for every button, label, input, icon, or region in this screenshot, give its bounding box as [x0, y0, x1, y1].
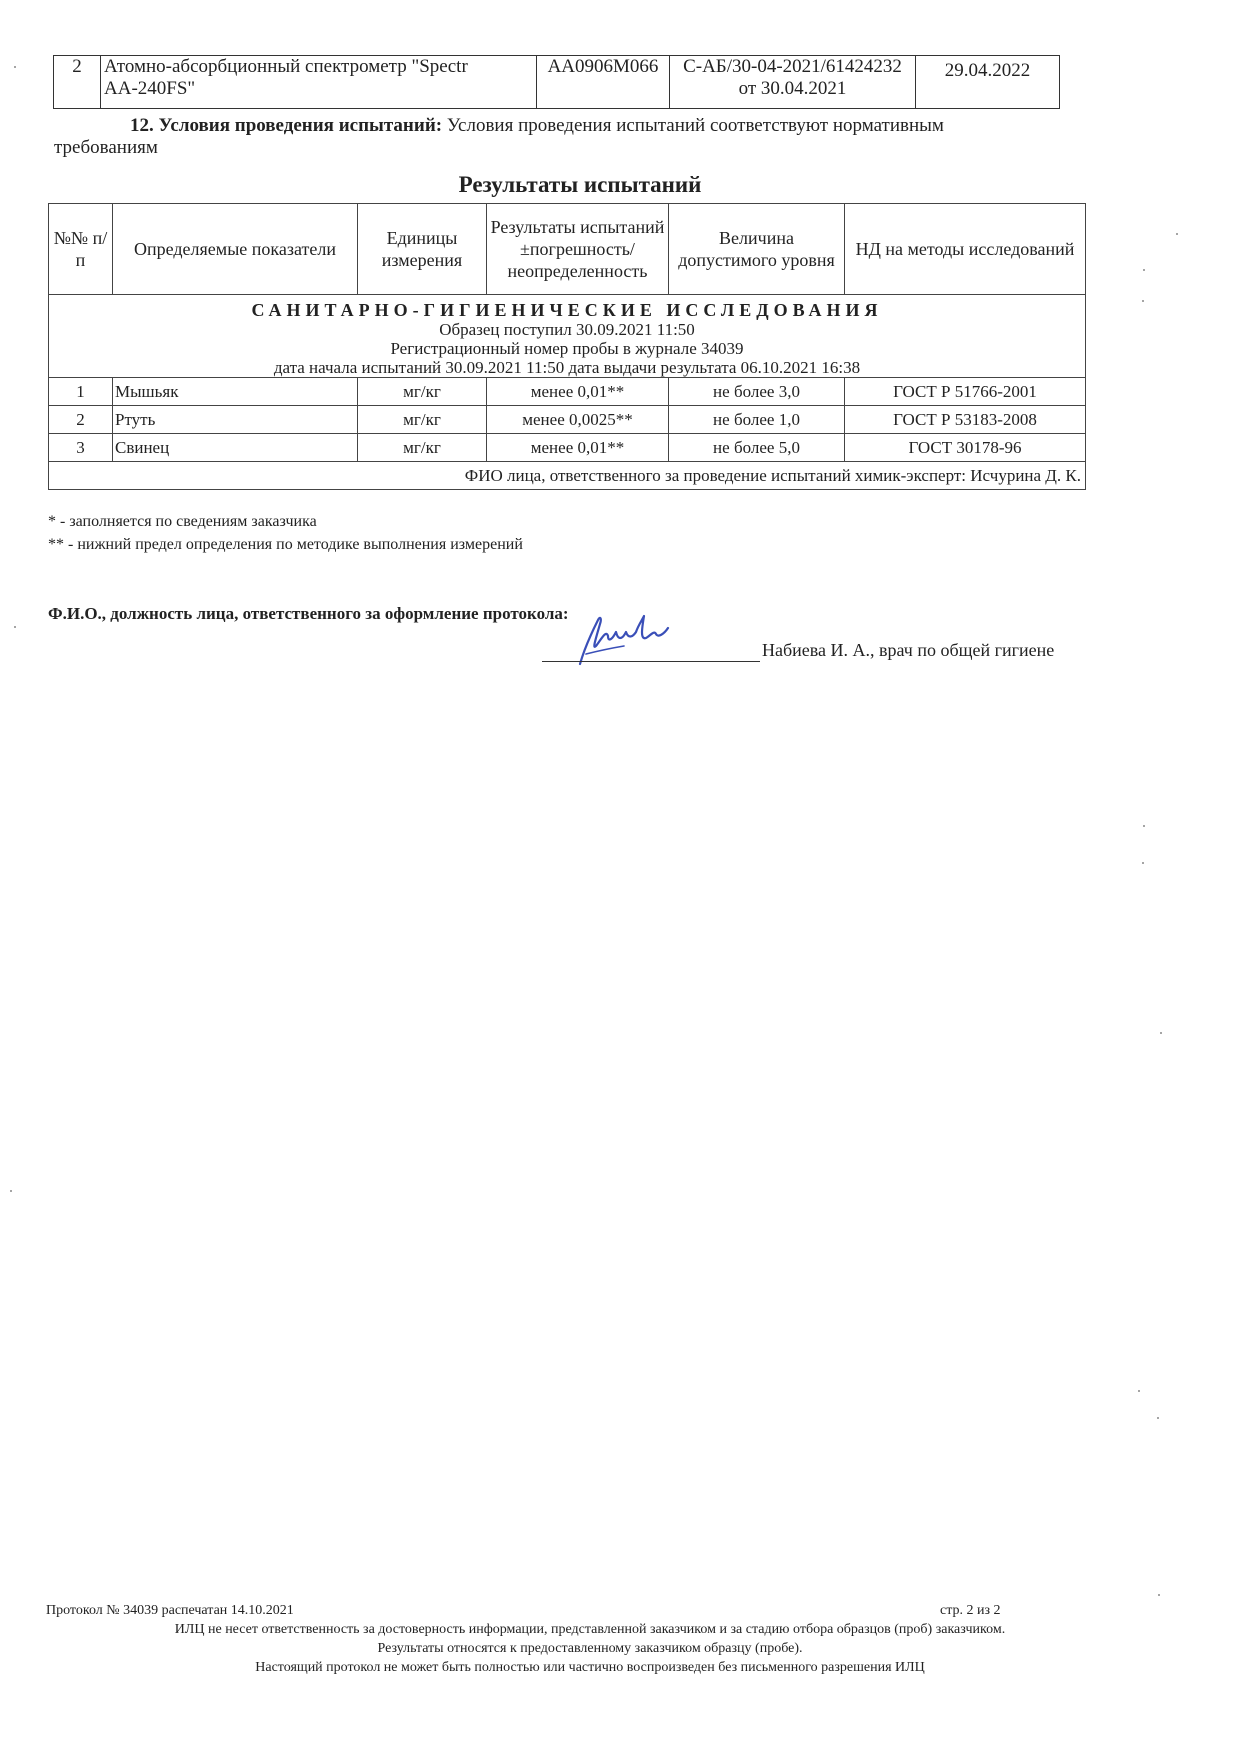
row-indicator: Ртуть — [113, 406, 358, 434]
row-unit: мг/кг — [358, 378, 487, 406]
scan-speck — [14, 626, 16, 628]
row-method: ГОСТ Р 53183-2008 — [845, 406, 1086, 434]
protocol-signer-label: Ф.И.О., должность лица, ответственного за оформление протокола: — [48, 604, 569, 623]
equipment-name: Атомно-абсорбционный спектрометр "Spectr AA-240FS" — [101, 56, 537, 109]
table-row — [49, 434, 1086, 462]
test-conditions-text-2: требованиям — [54, 137, 158, 158]
header-num: №№ п/п — [49, 204, 113, 295]
header-method: НД на методы исследований — [845, 204, 1086, 295]
footnote-1: * - заполняется по сведениям заказчика — [48, 513, 317, 530]
results-header-row — [49, 204, 1086, 295]
row-unit: мг/кг — [358, 434, 487, 462]
scan-speck — [1160, 1032, 1162, 1034]
scan-speck — [1143, 825, 1145, 827]
footer-disclaimer-3: Настоящий протокол не может быть полностью или частично воспроизведен без письменного разрешения ИЛЦ — [255, 1660, 925, 1675]
scan-speck — [1143, 269, 1145, 271]
responsible-person: ФИО лица, ответственного за проведение испытаний химик-эксперт: Исчурина Д. К. — [49, 462, 1086, 490]
row-allowed: не более 1,0 — [669, 406, 845, 434]
test-conditions-text: Условия проведения испытаний соответствуют нормативным — [442, 115, 944, 136]
row-allowed: не более 5,0 — [669, 434, 845, 462]
equipment-num: 2 — [54, 56, 101, 109]
footnotes — [48, 510, 523, 556]
responsible-row — [49, 462, 1086, 490]
footnote-2: ** - нижний предел определения по методике выполнения измерений — [48, 536, 523, 553]
row-result: менее 0,01** — [487, 434, 669, 462]
row-num: 1 — [49, 378, 113, 406]
test-conditions-label: 12. Условия проведения испытаний: — [130, 115, 443, 136]
equipment-row — [54, 56, 1060, 109]
results-title: Результаты испытаний — [458, 172, 702, 197]
registration-number: Регистрационный номер пробы в журнале 34039 — [390, 339, 744, 358]
scan-speck — [1142, 862, 1144, 864]
footer-protocol: Протокол № 34039 распечатан 14.10.2021 — [46, 1603, 294, 1618]
protocol-signer-name: Набиева И. А., врач по общей гигиене — [762, 640, 1055, 660]
equipment-table — [53, 55, 1060, 109]
table-row — [49, 406, 1086, 434]
row-indicator: Мышьяк — [113, 378, 358, 406]
scan-speck — [1138, 1390, 1140, 1392]
row-result: менее 0,0025** — [487, 406, 669, 434]
footer-disclaimer-1: ИЛЦ не несет ответственность за достоверность информации, представленной заказчиком и за стадию отбора образцов (проб) заказчиком. — [174, 1622, 1006, 1637]
equipment-serial: AA0906M066 — [537, 56, 670, 109]
results-table — [48, 203, 1086, 490]
row-method: ГОСТ 30178-96 — [845, 434, 1086, 462]
scan-speck — [1142, 300, 1144, 302]
row-unit: мг/кг — [358, 406, 487, 434]
scan-speck — [10, 1190, 12, 1192]
test-conditions — [54, 115, 1054, 159]
section-row — [49, 295, 1086, 378]
header-units: Единицы измерения — [358, 204, 487, 295]
header-indicator: Определяемые показатели — [113, 204, 358, 295]
section-title: САНИТАРНО-ГИГИЕНИЧЕСКИЕ ИССЛЕДОВАНИЯ — [251, 300, 883, 320]
sample-received: Образец поступил 30.09.2021 11:50 — [439, 320, 695, 339]
row-allowed: не более 3,0 — [669, 378, 845, 406]
section-block — [49, 295, 1086, 378]
footer-page-number: стр. 2 из 2 — [940, 1603, 1001, 1618]
header-result: Результаты испытаний ±погрешность/ неопределенность — [487, 204, 669, 295]
table-row — [49, 378, 1086, 406]
footer-disclaimer-2: Результаты относятся к предоставленному заказчиком образцу (пробе). — [377, 1641, 803, 1656]
scan-speck — [1176, 233, 1178, 235]
row-method: ГОСТ Р 51766-2001 — [845, 378, 1086, 406]
row-indicator: Свинец — [113, 434, 358, 462]
scan-speck — [14, 66, 16, 68]
test-dates: дата начала испытаний 30.09.2021 11:50 дата выдачи результата 06.10.2021 16:38 — [273, 358, 861, 377]
signature-line — [542, 661, 760, 662]
equipment-certificate: С-АБ/30-04-2021/61424232 от 30.04.2021 — [670, 56, 916, 109]
row-result: менее 0,01** — [487, 378, 669, 406]
scan-speck — [1158, 1594, 1160, 1596]
row-num: 3 — [49, 434, 113, 462]
equipment-valid-until: 29.04.2022 — [916, 56, 1060, 109]
row-num: 2 — [49, 406, 113, 434]
scan-speck — [1157, 1417, 1159, 1419]
header-allowed: Величина допустимого уровня — [669, 204, 845, 295]
